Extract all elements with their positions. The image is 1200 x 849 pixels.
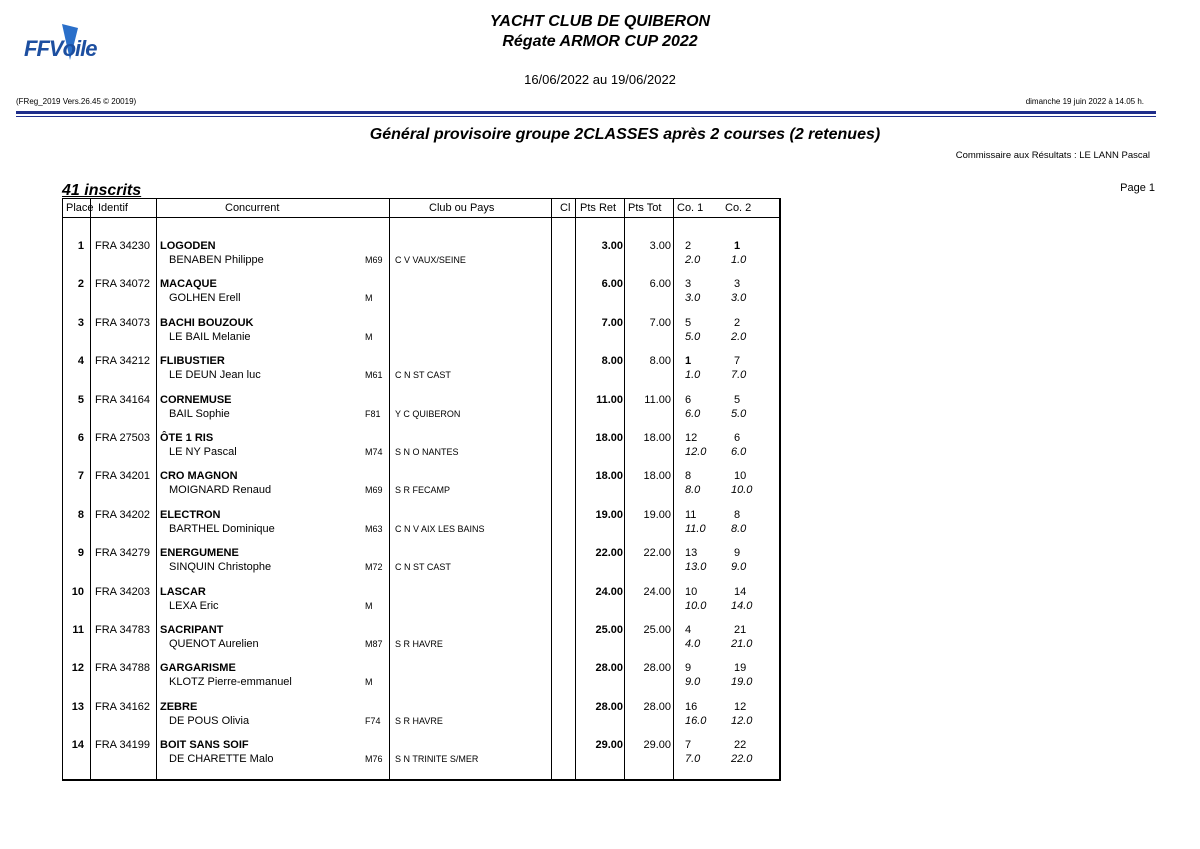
place-cell: 3 [77,316,84,329]
race1-retained: 7.0 [685,753,701,766]
club-title: YACHT CLUB DE QUIBERON [489,13,711,30]
place-cell: 2 [77,278,84,291]
pts-ret-cell: 29.00 [595,739,623,752]
place-cell: 1 [77,240,84,252]
page-number: Page 1 [1120,182,1155,194]
inscrits-count: 41 inscrits [62,182,142,199]
race1-score: 12 [685,432,698,444]
race2-score: 14 [734,585,747,598]
pts-ret-cell: 3.00 [601,240,623,252]
race2-retained: 22.0 [731,753,753,766]
regatta-title: Régate ARMOR CUP 2022 [502,33,698,50]
sailor-name: QUENOT Aurelien [169,638,259,650]
header-rule [16,111,1156,114]
race1-score: 11 [685,508,697,521]
category-cell: M61 [365,370,383,381]
table-row [63,352,780,390]
col-header-concurrent: Concurrent [225,202,280,214]
race1-score: 4 [685,624,692,636]
club-cell: S N TRINITE S/MER [395,754,479,765]
place-cell: 13 [71,700,84,713]
race2-retained: 10.0 [731,484,753,497]
race1-retained: 3.0 [685,292,701,305]
race2-retained: 21.0 [731,638,753,650]
pts-tot-cell: 28.00 [643,700,671,713]
pts-tot-cell: 8.00 [649,355,671,368]
pts-ret-cell: 24.00 [595,585,623,598]
category-cell: M76 [365,754,383,765]
col-header-identif: Identif [98,202,128,214]
boat-name: LOGODEN [160,240,216,252]
identif-cell: FRA 34230 [95,240,151,252]
race1-score: 13 [685,547,698,560]
category-cell: F74 [365,715,381,726]
race1-retained: 9.0 [685,676,701,689]
place-cell: 5 [77,393,84,406]
table-row [63,275,780,313]
club-cell: S R HAVRE [395,639,443,649]
race2-score: 7 [734,355,741,368]
sailor-name: DE POUS Olivia [169,714,250,727]
category-cell: M72 [365,562,383,573]
sailor-name: KLOTZ Pierre-emmanuel [169,676,292,689]
place-cell: 14 [71,739,84,752]
race1-retained: 2.0 [685,254,701,266]
place-cell: 7 [77,470,84,483]
pts-tot-cell: 24.00 [643,585,671,598]
race1-score: 7 [685,739,692,752]
club-cell: S N O NANTES [395,447,459,457]
club-cell: C N ST CAST [395,370,451,381]
category-cell: M [365,600,373,611]
regatta-dates: 16/06/2022 au 19/06/2022 [524,72,676,87]
race2-retained: 5.0 [731,407,747,420]
boat-name: ENERGUMENE [160,547,239,560]
boat-name: ÔTE 1 RIS [160,432,214,444]
pts-ret-cell: 22.00 [595,547,623,560]
race1-retained: 5.0 [685,330,701,343]
boat-name: ZEBRE [160,700,198,713]
identif-cell: FRA 34203 [95,585,151,598]
boat-name: FLIBUSTIER [160,355,225,368]
col-header-place: Place [66,202,94,214]
race2-score: 10 [734,470,747,483]
race2-score: 22 [734,739,747,752]
sailor-name: BARTHEL Dominique [169,522,275,535]
table-row [63,237,780,275]
table-row [63,544,780,582]
place-cell: 11 [72,624,84,636]
race1-score: 3 [685,278,692,291]
place-cell: 12 [71,662,84,675]
race2-retained: 19.0 [731,676,753,689]
identif-cell: FRA 34072 [95,278,151,291]
identif-cell: FRA 34212 [95,355,151,368]
identif-cell: FRA 34201 [95,470,151,483]
category-cell: M [365,677,373,688]
col-header-pts-ret: Pts Ret [580,202,617,214]
identif-cell: FRA 34788 [95,662,151,675]
race1-score: 5 [685,316,692,329]
club-cell: C V VAUX/SEINE [395,255,466,265]
race1-retained: 1.0 [685,369,701,382]
category-cell: M74 [365,447,383,457]
commissaire: Commissaire aux Résultats : LE LANN Pascal [955,150,1150,161]
col-header-club: Club ou Pays [429,202,495,214]
pts-tot-cell: 11.00 [644,393,671,406]
sailor-name: LEXA Eric [169,599,219,612]
race2-score: 2 [734,316,741,329]
identif-cell: FRA 34164 [95,393,151,406]
race2-score: 12 [734,700,747,713]
category-cell: M [365,331,373,342]
table-row [63,429,780,467]
race2-retained: 9.0 [731,561,747,574]
race1-retained: 8.0 [685,484,701,497]
race1-score: 9 [685,662,692,675]
pts-tot-cell: 19.00 [643,508,671,521]
race1-retained: 11.0 [685,522,706,535]
pts-ret-cell: 28.00 [595,662,623,675]
header-rule-thin [16,116,1156,117]
logo-v: V [48,36,63,61]
race2-retained: 6.0 [731,446,747,458]
race1-score: 6 [685,393,692,406]
identif-cell: FRA 34073 [95,316,151,329]
race1-retained: 4.0 [685,638,701,650]
pts-tot-cell: 18.00 [643,432,671,444]
race1-score: 10 [685,585,698,598]
race1-score: 1 [685,355,692,368]
race1-retained: 12.0 [685,446,707,458]
race1-retained: 16.0 [685,714,707,727]
race2-retained: 3.0 [731,292,747,305]
table-row [63,621,780,659]
logo-rest: oile [62,36,97,61]
place-cell: 10 [71,585,84,598]
pts-tot-cell: 25.00 [643,624,671,636]
race2-score: 9 [734,547,741,560]
place-cell: 4 [77,355,84,368]
club-cell: S R HAVRE [395,715,443,726]
table-row [63,698,780,736]
sailor-name: MOIGNARD Renaud [169,484,272,497]
race2-retained: 14.0 [731,599,753,612]
sailor-name: LE NY Pascal [169,446,237,458]
results-subtitle: Général provisoire groupe 2CLASSES après 2 courses (2 retenues) [369,126,881,143]
sailor-name: SINQUIN Christophe [169,561,272,574]
race1-score: 8 [685,470,692,483]
boat-name: LASCAR [160,585,206,598]
race2-score: 21 [734,624,747,636]
table-row [63,506,780,544]
boat-name: GARGARISME [160,662,236,675]
boat-name: MACAQUE [160,278,217,291]
race2-score: 5 [734,393,741,406]
race1-score: 16 [685,700,698,713]
race2-score: 19 [734,662,747,675]
race1-retained: 13.0 [685,561,707,574]
sailor-name: BENABEN Philippe [169,254,264,266]
pts-ret-cell: 18.00 [595,470,623,483]
pts-ret-cell: 25.00 [595,624,623,636]
club-cell: Y C QUIBERON [395,408,461,419]
col-header-cl: Cl [560,202,571,214]
pts-ret-cell: 6.00 [601,278,623,291]
pts-tot-cell: 22.00 [643,547,671,560]
race2-score: 3 [734,278,741,291]
sailor-name: GOLHEN Erell [169,292,241,305]
race2-retained: 7.0 [731,369,747,382]
pts-tot-cell: 18.00 [643,470,671,483]
pts-ret-cell: 18.00 [595,432,623,444]
pts-ret-cell: 28.00 [595,700,623,713]
boat-name: SACRIPANT [160,624,224,636]
place-cell: 6 [77,432,84,444]
table-row [63,659,780,697]
race2-retained: 2.0 [731,330,747,343]
identif-cell: FRA 27503 [95,432,151,444]
identif-cell: FRA 34783 [95,624,151,636]
category-cell: M69 [365,485,383,496]
boat-name: CRO MAGNON [160,470,238,483]
pts-tot-cell: 3.00 [649,240,671,252]
club-cell: S R FECAMP [395,485,451,496]
printed-date: dimanche 19 juin 2022 à 14.05 h. [1025,97,1144,106]
race2-retained: 1.0 [731,254,747,266]
club-cell: C N V AIX LES BAINS [395,523,485,534]
category-cell: M [365,293,373,304]
category-cell: M87 [365,639,383,649]
table-row [63,467,780,505]
category-cell: F81 [365,408,381,419]
header-divider [63,217,779,218]
pts-ret-cell: 8.00 [601,355,623,368]
col-header-pts-tot: Pts Tot [628,202,662,214]
boat-name: ELECTRON [160,508,221,521]
race2-score: 8 [734,508,741,521]
race2-retained: 12.0 [731,714,753,727]
place-cell: 8 [77,508,84,521]
table-row [63,391,780,429]
pts-tot-cell: 28.00 [643,662,671,675]
col-header-co1: Co. 1 [677,202,704,214]
race2-score: 6 [734,432,741,444]
boat-name: BACHI BOUZOUK [160,316,254,329]
results-table [62,198,781,781]
pts-tot-cell: 7.00 [649,316,671,329]
table-row [63,736,780,774]
sailor-name: DE CHARETTE Malo [169,753,274,766]
pts-tot-cell: 29.00 [643,739,671,752]
race2-retained: 8.0 [731,522,747,535]
race1-score: 2 [685,240,692,252]
sailor-name: LE BAIL Melanie [169,330,251,343]
pts-ret-cell: 19.00 [595,508,623,521]
place-cell: 9 [77,547,84,560]
boat-name: CORNEMUSE [160,393,232,406]
race1-retained: 6.0 [685,407,701,420]
logo-ff: FF [24,36,49,61]
pts-ret-cell: 11.00 [596,393,623,406]
pts-ret-cell: 7.00 [601,316,623,329]
table-row [63,583,780,621]
software-version: (FReg_2019 Vers.26.45 © 20019) [16,97,137,106]
pts-tot-cell: 6.00 [649,278,671,291]
identif-cell: FRA 34202 [95,508,151,521]
race2-score: 1 [734,240,741,252]
category-cell: M63 [365,523,383,534]
identif-cell: FRA 34279 [95,547,151,560]
race1-retained: 10.0 [685,599,707,612]
identif-cell: FRA 34199 [95,739,151,752]
sailor-name: LE DEUN Jean luc [169,369,261,382]
club-cell: C N ST CAST [395,562,451,573]
identif-cell: FRA 34162 [95,700,151,713]
category-cell: M69 [365,255,383,265]
sailor-name: BAIL Sophie [169,407,230,420]
table-row [63,314,780,352]
col-header-co2: Co. 2 [725,202,752,214]
boat-name: BOIT SANS SOIF [160,739,249,752]
